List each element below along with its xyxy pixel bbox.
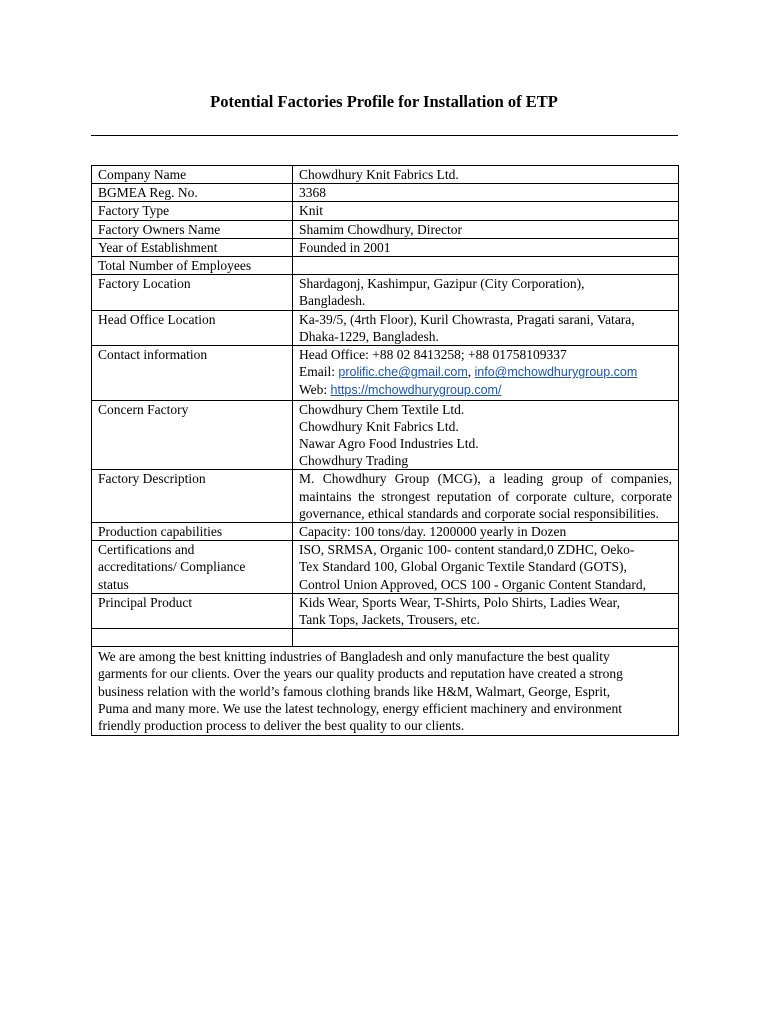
row-factory-description: [92, 470, 679, 523]
statement-line: We are among the best knitting industries of Bangladesh and only manufacture the best quality: [98, 649, 610, 665]
label-principal-product: Principal Product: [92, 593, 293, 628]
text-line: ISO, SRMSA, Organic 100- content standard,0 ZDHC, Oeko-: [299, 542, 635, 558]
factory-profile-table: [91, 165, 679, 736]
email-label: Email:: [299, 364, 339, 380]
text-line: Bangladesh.: [299, 293, 366, 309]
email-link-prolific[interactable]: prolific.che@gmail.com: [338, 365, 468, 380]
statement-line: garments for our clients. Over the years our quality products and reputation have created a strong: [98, 666, 623, 682]
row-contact: [92, 346, 679, 401]
company-statement: [92, 647, 679, 736]
empty-cell: [293, 629, 679, 647]
empty-cell: [92, 629, 293, 647]
value-factory-description: M. Chowdhury Group (MCG), a leading group of companies, maintains the strongest reputation of corporate culture, corporate governance, ethical standards and corporate social responsibilities.: [293, 470, 679, 523]
text-line: Tank Tops, Jackets, Trousers, etc.: [299, 612, 480, 628]
value-factory-type: Knit: [293, 202, 679, 220]
contact-web-line: [299, 381, 672, 399]
value-owners: Shamim Chowdhury, Director: [293, 220, 679, 238]
label-factory-location: Factory Location: [92, 275, 293, 310]
value-concern-factory: [293, 400, 679, 470]
statement-line: business relation with the world’s famous clothing brands like H&M, Walmart, George, Esprit,: [98, 683, 611, 699]
contact-email-line: [299, 363, 672, 381]
value-head-office: [293, 310, 679, 345]
label-established: Year of Establishment: [92, 238, 293, 256]
row-principal-product: [92, 593, 679, 628]
text-line: Tex Standard 100, Global Organic Textile Standard (GOTS),: [299, 559, 627, 575]
label-line: Certifications and: [98, 542, 195, 558]
value-employees: [293, 257, 679, 275]
label-certifications: [92, 541, 293, 594]
value-contact: [293, 346, 679, 401]
concern-item: Chowdhury Trading: [299, 453, 409, 469]
label-production-capabilities: Production capabilities: [92, 523, 293, 541]
label-line: status: [98, 576, 129, 592]
value-principal-product: [293, 593, 679, 628]
value-certifications: [293, 541, 679, 594]
value-factory-location: [293, 275, 679, 310]
label-factory-type: Factory Type: [92, 202, 293, 220]
page-title: Potential Factories Profile for Installation of ETP: [210, 92, 558, 111]
contact-phone: Head Office: +88 02 8413258; +88 01758109337: [299, 347, 567, 363]
label-bgmea-reg: BGMEA Reg. No.: [92, 184, 293, 202]
label-concern-factory: Concern Factory: [92, 400, 293, 470]
label-company-name: Company Name: [92, 166, 293, 184]
row-factory-location: [92, 275, 679, 310]
concern-item: Nawar Agro Food Industries Ltd.: [299, 436, 479, 452]
concern-item: Chowdhury Knit Fabrics Ltd.: [299, 418, 459, 434]
row-factory-type: [92, 202, 679, 220]
row-empty: [92, 629, 679, 647]
row-concern-factory: [92, 400, 679, 470]
email-separator: ,: [467, 364, 475, 380]
label-employees: Total Number of Employees: [92, 257, 293, 275]
row-company-statement: [92, 647, 679, 736]
value-bgmea-reg: 3368: [293, 184, 679, 202]
label-line: accreditations/ Compliance: [98, 559, 246, 575]
row-certifications: [92, 541, 679, 594]
row-company-name: [92, 166, 679, 184]
value-production-capabilities: Capacity: 100 tons/day. 1200000 yearly in Dozen: [293, 523, 679, 541]
web-label: Web:: [299, 382, 331, 398]
row-head-office: [92, 310, 679, 345]
row-employees: [92, 257, 679, 275]
text-line: Control Union Approved, OCS 100 - Organic Content Standard,: [299, 576, 646, 592]
website-link[interactable]: https://mchowdhurygroup.com/: [330, 383, 502, 398]
label-factory-description: Factory Description: [92, 470, 293, 523]
row-production-capabilities: [92, 523, 679, 541]
text-line: Kids Wear, Sports Wear, T-Shirts, Polo Shirts, Ladies Wear,: [299, 594, 620, 610]
label-contact: Contact information: [92, 346, 293, 401]
text-line: Shardagonj, Kashimpur, Gazipur (City Corporation),: [299, 276, 585, 292]
row-owners: [92, 220, 679, 238]
statement-line: Puma and many more. We use the latest technology, energy efficient machinery and environment: [98, 700, 623, 716]
value-company-name: Chowdhury Knit Fabrics Ltd.: [293, 166, 679, 184]
row-bgmea-reg: [92, 184, 679, 202]
statement-line: friendly production process to deliver the best quality to our clients.: [98, 718, 465, 734]
label-head-office: Head Office Location: [92, 310, 293, 345]
text-line: Ka-39/5, (4rth Floor), Kuril Chowrasta, Pragati sarani, Vatara,: [299, 311, 635, 327]
concern-item: Chowdhury Chem Textile Ltd.: [299, 401, 465, 417]
title-divider: [91, 135, 678, 136]
label-owners: Factory Owners Name: [92, 220, 293, 238]
text-line: Dhaka-1229, Bangladesh.: [299, 328, 439, 344]
value-established: Founded in 2001: [293, 238, 679, 256]
row-established: [92, 238, 679, 256]
email-link-info[interactable]: info@mchowdhurygroup.com: [474, 365, 638, 380]
